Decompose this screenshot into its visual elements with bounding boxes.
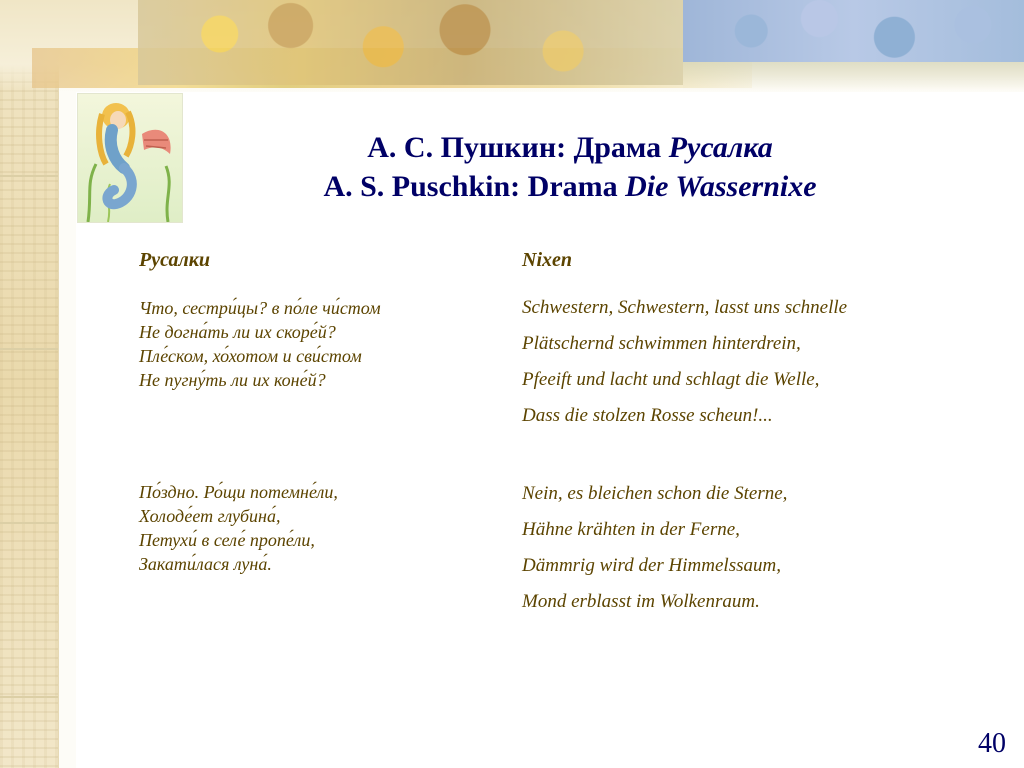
poem-line: Schwestern, Schwestern, lasst uns schnelle bbox=[522, 297, 848, 318]
german-heading bbox=[522, 249, 572, 272]
poem-line: Что, сестри́цы? в по́ле чи́стом bbox=[139, 298, 381, 318]
title-german-work: Die Wassernixe bbox=[625, 170, 817, 203]
russian-stanza-2 bbox=[139, 480, 338, 576]
poem-line: Pfeeift und lacht und schlagt die Welle, bbox=[522, 369, 820, 390]
page-number: 40 bbox=[978, 728, 1006, 759]
poem-line: По́здно. Ро́щи потемне́ли, bbox=[139, 482, 338, 502]
russian-heading bbox=[139, 249, 210, 272]
poem-line: Dass die stolzen Rosse scheun!... bbox=[522, 405, 773, 426]
title-russian-text: А. С. Пушкин: Драма bbox=[367, 131, 669, 164]
autumn-leaves-image bbox=[138, 0, 683, 85]
german-heading-text: Nixen bbox=[522, 249, 572, 271]
mermaid-icon bbox=[78, 94, 182, 222]
poem-line: Nein, es bleichen schon die Sterne, bbox=[522, 483, 788, 504]
poem-line: Dämmrig wird der Himmelssaum, bbox=[522, 555, 781, 576]
title-german-text: A. S. Puschkin: Drama bbox=[323, 170, 626, 203]
german-stanza-2 bbox=[522, 476, 787, 620]
poem-line: Hähne krähten in der Ferne, bbox=[522, 519, 740, 540]
slide-title bbox=[180, 128, 960, 206]
title-russian-work: Русалка bbox=[668, 131, 773, 164]
russian-heading-text: Русалки bbox=[139, 249, 210, 271]
russian-stanza-1 bbox=[139, 296, 381, 392]
poem-line: Закати́лася луна́. bbox=[139, 554, 272, 574]
poem-line: Mond erblasst im Wolkenraum. bbox=[522, 591, 760, 612]
poem-line: Пле́ском, хо́хотом и сви́стом bbox=[139, 346, 362, 366]
water-image bbox=[683, 0, 1024, 62]
mermaid-illustration bbox=[77, 93, 183, 223]
water-fade bbox=[683, 62, 1024, 90]
title-german bbox=[180, 167, 960, 206]
poem-line: Не пугну́ть ли их коне́й? bbox=[139, 370, 326, 390]
poem-line: Холоде́ет глубина́, bbox=[139, 506, 281, 526]
poem-line: Не догна́ть ли их скоре́й? bbox=[139, 322, 336, 342]
parchment-border bbox=[0, 0, 59, 768]
poem-line: Plätschernd schwimmen hinterdrein, bbox=[522, 333, 801, 354]
poem-line: Петухи́ в селе́ пропе́ли, bbox=[139, 530, 315, 550]
title-russian bbox=[180, 128, 960, 167]
german-stanza-1 bbox=[522, 290, 847, 434]
